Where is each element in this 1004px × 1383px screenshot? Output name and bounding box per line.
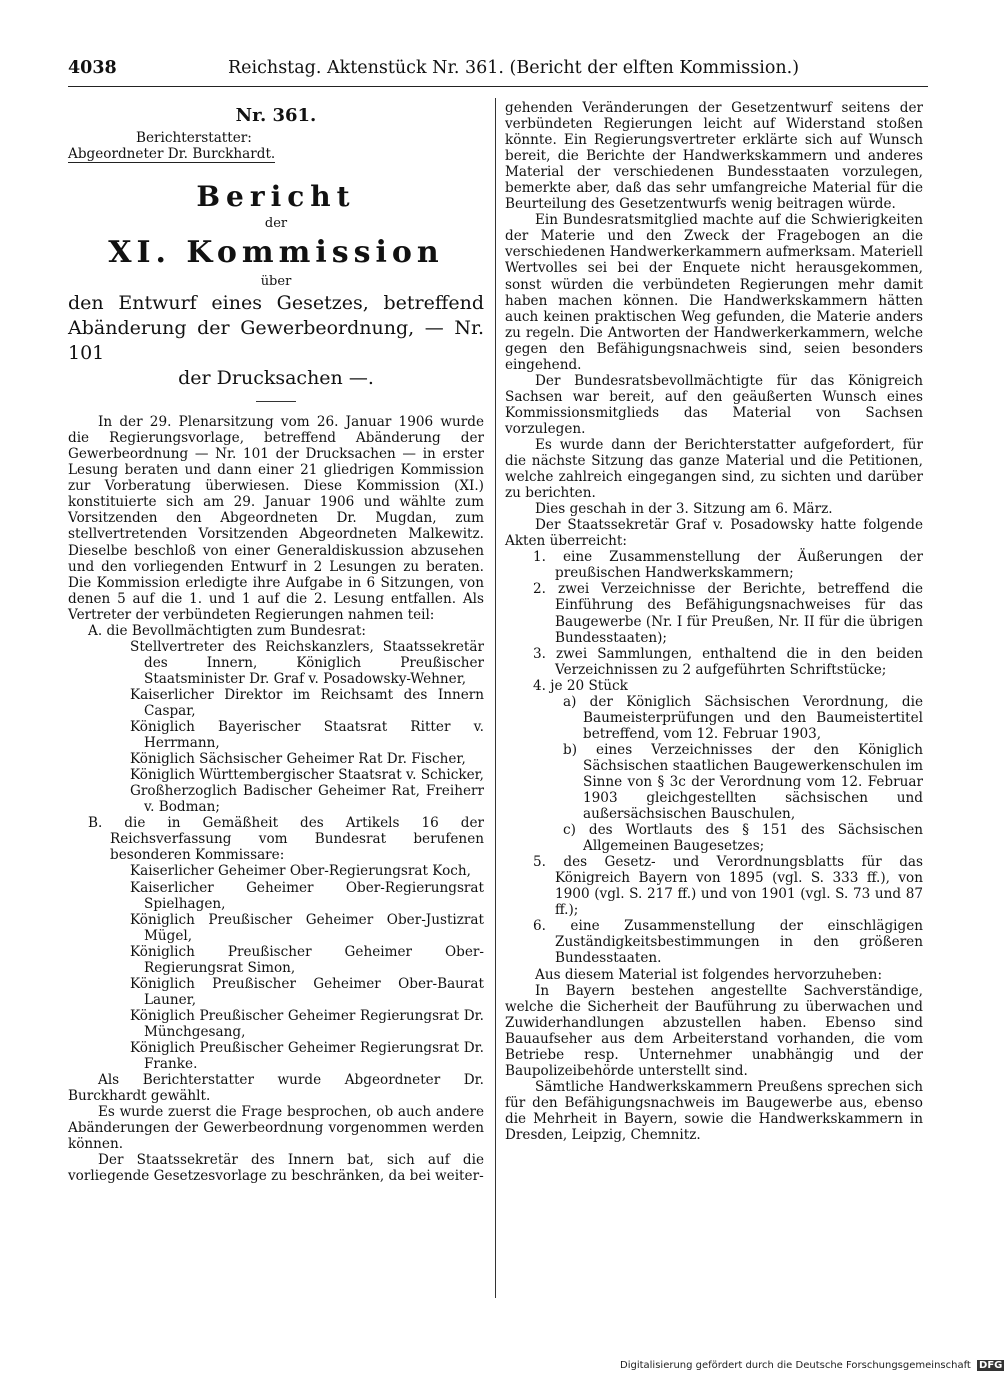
reporter-label: Berichterstatter: xyxy=(136,130,252,147)
paragraph: Ein Bundesratsmitglied machte auf die Schwierigkeiten der Materie und den Zweck der Fragebogen an die verschiedenen Handwerkerkammern aufmerksam. Materiell Wertvolles sei bei der Enquete nicht herausgekommen, sonst würden die verbündeten Regierungen mehr damit haben machen können. Die Handwerkskammern hätten auch keinen praktischen Weg gefunden, die Materie anders zu regeln. Die Antworten der Handwerkerkammern, welche gegen den Befähigungsnachweis sind, seien besonders eingehend. xyxy=(505,212,923,373)
numbered-item: 1. eine Zusammenstellung der Äußerungen der preußischen Handwerkskammern; xyxy=(533,549,923,582)
paragraph: gehenden Veränderungen der Gesetzentwurf seitens der verbündeten Regierungen leicht auf Widerstand stoßen könnte. Ein Regierungsvertreter erklärte sich auf Wunsch bereit, die Berichte der Handwerkskammern und anderes Material der verschiedenen Bundesstaaten vorzulegen, bemerkte aber, daß das sehr umfangreiche Material für die Beurteilung des Gesetzentwurfs wenig beitragen würde. xyxy=(505,100,923,213)
list-item: Königlich Preußischer Geheimer Regierungsrat Dr. Franke. xyxy=(130,1039,484,1073)
paragraph: Der Staatssekretär des Innern bat, sich auf die vorliegende Gesetzesvorlage zu beschränken, da bei weiter- xyxy=(68,1152,484,1185)
list-item: Königlich Württembergischer Staatsrat v. Schicker, xyxy=(130,767,484,784)
list-item: Königlich Preußischer Geheimer Regierungsrat Dr. Münchgesang, xyxy=(130,1007,484,1040)
commission-title: XI. Kommission xyxy=(108,235,444,271)
sub-item: c) des Wortlauts des § 151 des Sächsischen Allgemeinen Baugesetzes; xyxy=(563,822,923,855)
subject-line: den Entwurf eines Gesetzes, betreffend Abänderung der Gewerbeordnung, — Nr. 101 xyxy=(68,292,484,365)
paragraph: Sämtliche Handwerkskammern Preußens sprechen sich für den Befähigungsnachweis im Baugewerbe aus, ebenso die Mehrheit in Bayern, sowie die Handwerkskammern in Dresden, Leipzig, Chemnitz. xyxy=(505,1078,923,1143)
list-item: Königlich Bayerischer Staatsrat Ritter v. Herrmann, xyxy=(130,719,484,752)
paragraph: Der Staatssekretär Graf v. Posadowsky hatte folgende Akten überreicht: xyxy=(505,517,923,550)
sub-item: a) der Königlich Sächsischen Verordnung, die Baumeisterprüfungen und den Baumeistertitel betreffend, vom 12. Februar 1903, xyxy=(563,693,923,742)
paragraph: Als Berichterstatter wurde Abgeordneter Dr. Burckhardt gewählt. xyxy=(68,1072,484,1105)
paragraph: Dies geschah in der 3. Sitzung am 6. März. xyxy=(535,501,833,518)
document-number: Nr. 361. xyxy=(235,105,317,126)
list-item: Kaiserlicher Direktor im Reichsamt des Innern Caspar, xyxy=(130,686,484,719)
paragraph: Es wurde dann der Berichterstatter aufgefordert, für die nächste Sitzung das ganze Material und die Petitionen, welche zahlreich eingegangen sind, zu sichten und darüber zu berichten. xyxy=(505,436,923,502)
list-item: Kaiserlicher Geheimer Ober-Regierungsrat Spielhagen, xyxy=(130,879,484,912)
report-title: Bericht xyxy=(196,180,356,214)
title-rule xyxy=(256,401,296,402)
header-rule xyxy=(68,86,928,87)
list-item: Königlich Sächsischer Geheimer Rat Dr. Fischer, xyxy=(130,751,466,768)
numbered-item: 5. des Gesetz- und Verordnungsblatts für das Königreich Bayern von 1895 (vgl. S. 333 ff.), von 1900 (vgl. S. 217 ff.) und von 1901 (vgl. S. 73 und 87 ff.); xyxy=(533,854,923,919)
list-heading-b: B. die in Gemäßheit des Artikels 16 der Reichsverfassung vom Bundesrat berufenen besonderen Kommissare: xyxy=(88,815,484,864)
right-column xyxy=(505,100,923,1143)
numbered-item: 2. zwei Verzeichnisse der Berichte, betreffend die Einführung des Befähigungsnachweises für das Baugewerbe (Nr. I für Preußen, Nr. II für die übrigen Bundesstaaten); xyxy=(533,581,923,646)
page-header xyxy=(68,58,928,84)
subject-line-end: der Drucksachen —. xyxy=(178,367,374,390)
list-item: Stellvertreter des Reichskanzlers, Staatssekretär des Innern, Königlich Preußischer Staatsminister Dr. Graf v. Posadowsky-Wehner, xyxy=(130,638,484,687)
sub-item: b) eines Verzeichnisses der den Königlich Sächsischen staatlichen Baugewerkenschulen im Sinne von § 3c der Verordnung vom 12. Februar 1903 gleichgestellten sächsischen und außersächsischen Bauschulen, xyxy=(563,741,923,823)
page-number: 4038 xyxy=(68,58,117,78)
paragraph: Es wurde zuerst die Frage besprochen, ob auch andere Abänderungen der Gewerbeordnung vorgenommen werden können. xyxy=(68,1104,484,1153)
numbered-item: 3. zwei Sammlungen, enthaltend die in den beiden Verzeichnissen zu 2 aufgeführten Schriftstücke; xyxy=(533,645,923,678)
digitization-footer xyxy=(620,1360,1004,1371)
paragraph: Aus diesem Material ist folgendes hervorzuheben: xyxy=(535,966,883,983)
list-item: Königlich Preußischer Geheimer Ober-Regierungsrat Simon, xyxy=(130,943,484,976)
column-divider xyxy=(495,98,496,1298)
footer-text: Digitalisierung gefördert durch die Deutsche Forschungsgemeinschaft xyxy=(620,1360,971,1371)
title-connector-der: der xyxy=(264,216,288,232)
numbered-item: 6. eine Zusammenstellung der einschlägigen Zuständigkeitsbestimmungen in den größeren Bundesstaaten. xyxy=(533,918,923,967)
dfg-logo: DFG xyxy=(979,1360,1003,1371)
paragraph: In der 29. Plenarsitzung vom 26. Januar 1906 wurde die Regierungsvorlage, betreffend Abänderung der Gewerbeordnung — Nr. 101 der Drucksachen — in erster Lesung beraten und dann einer 21 gliedrigen Kommission zur Vorberatung überwiesen. Diese Kommission (XI.) konstituierte sich am 29. Januar 1906 und wählte zum Vorsitzenden den Abgeordneten Dr. Mugdan, zum stellvertretenden Vorsitzenden Abgeordneten Malkewitz. Dieselbe beschloß von einer Generaldiskussion abzusehen und den vorliegenden Entwurf in 2 Lesungen zu beraten. Die Kommission erledigte ihre Aufgabe in 6 Sitzungen, von denen 5 auf die 1. und 1 auf die 2. Lesung entfallen. Als Vertreter der verbündeten Regierungen nahmen teil: xyxy=(68,414,484,623)
list-item: Kaiserlicher Geheimer Ober-Regierungsrat Koch, xyxy=(130,863,471,880)
reporter-name: Abgeordneter Dr. Burckhardt. xyxy=(68,146,276,163)
paragraph: Der Bundesratsbevollmächtigte für das Königreich Sachsen war bereit, auf den geäußerten Wunsch eines Kommissionsmitglieds das Material von Sachsen vorzulegen. xyxy=(505,372,923,437)
left-column xyxy=(68,100,484,1184)
title-connector-ueber: über xyxy=(260,274,292,290)
list-heading-a: A. die Bevollmächtigten zum Bundesrat: xyxy=(88,622,366,639)
numbered-item: 4. je 20 Stück xyxy=(533,677,628,694)
paragraph: In Bayern bestehen angestellte Sachverständige, welche die Sicherheit der Bauführung zu überwachen und Zuwiderhandlungen abzustellen haben. Ebenso sind Bauaufseher aus dem Arbeiterstand vorhanden, die vom Betriebe resp. Unternehmer unabhängig und der Baupolizeibehörde unterstellt sind. xyxy=(505,982,923,1079)
list-item: Königlich Preußischer Geheimer Ober-Baurat Launer, xyxy=(130,975,484,1008)
list-item: Großherzoglich Badischer Geheimer Rat, Freiherr v. Bodman; xyxy=(130,783,484,816)
list-item: Königlich Preußischer Geheimer Ober-Justizrat Mügel, xyxy=(130,911,484,944)
running-title: Reichstag. Aktenstück Nr. 361. (Bericht der elften Kommission.) xyxy=(228,58,800,78)
